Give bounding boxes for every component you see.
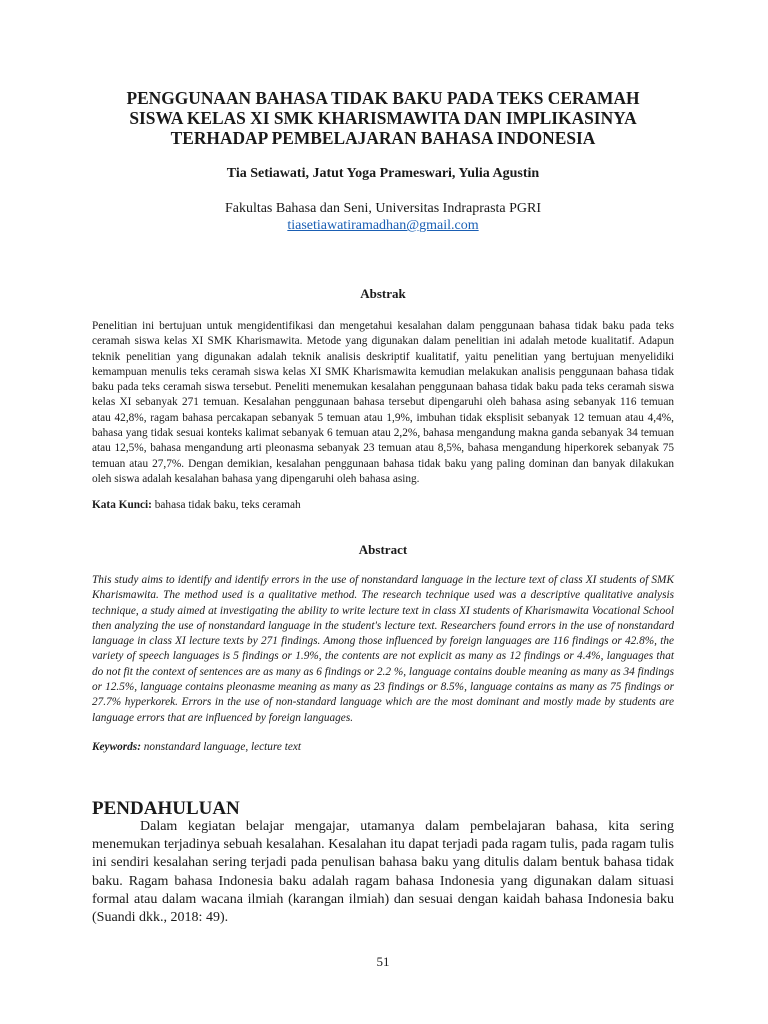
keywords-label: Keywords:	[92, 741, 141, 753]
title-line-2: SISWA KELAS XI SMK KHARISMAWITA DAN IMPLIKASINYA	[129, 108, 637, 128]
email-link[interactable]: tiasetiawatiramadhan@gmail.com	[287, 218, 479, 233]
abstrak-heading: Abstrak	[360, 286, 406, 301]
affiliation: Fakultas Bahasa dan Seni, Universitas Indraprasta PGRI	[224, 201, 542, 216]
kata-kunci-text: bahasa tidak baku, teks ceramah	[151, 499, 301, 511]
paper-title	[92, 88, 674, 148]
abstract-heading: Abstract	[358, 542, 408, 557]
abstrak-body: Penelitian ini bertujuan untuk mengidentifikasi dan mengetahui kesalahan dalam penggunaan bahasa tidak baku pada teks ceramah siswa kelas XI SMK Kharismawita. Metode yang digunakan dalam penelitian ini adalah metode kualitatif. Adapun teknik penelitian yang digunakan adalah teknik analisis deskriptif kualitatif, yaitu penelitian yang bertujuan menyelidiki kemampuan menulis teks ceramah siswa kelas XI SMK Kharismawita kemudian melakukan analisis penggunaan bahasa tidak baku pada teks ceramah siswa tersebut. Peneliti menemukan kesalahan penggunaan bahasa tidak baku pada teks ceramah siswa kelas XI sebanyak 271 temuan. Kesalahan penggunaan bahasa tersebut dipengaruhi oleh bahasa asing sebanyak 116 temuan atau 42,8%, ragam bahasa percakapan sebanyak 5 temuan atau 1,9%, imbuhan tidak eksplisit sebanyak 12 temuan atau 4,4%, bahasa yang tidak sesuai konteks kalimat sebanyak 6 temuan atau 2,2%, bahasa mengandung makna ganda sebanyak 34 temuan atau 12,5%, bahasa mengandung arti pleonasma sebanyak 23 temuan atau 8,5%, bahasa mengandung hiperkorek sebanyak 75 temuan atau 27,7%. Dengan demikian, kesalahan penggunaan bahasa tidak baku yang paling dominan dan banyak dilakukan oleh siswa adalah kesalahan bahasa yang dipengaruhi oleh bahasa asing.	[92, 320, 674, 485]
kata-kunci-label: Kata Kunci:	[92, 499, 152, 511]
author-list: Tia Setiawati, Jatut Yoga Prameswari, Yulia Agustin	[226, 166, 540, 181]
intro-paragraph: Dalam kegiatan belajar mengajar, utamanya dalam pembelajaran bahasa, kita sering menemukan terjadinya sebuah kesalahan. Kesalahan itu dapat terjadi pada ragam tulis, pada ragam tulis ini sendiri kesalahan sering terjadi pada penulisan bahasa baku yang ditulis dalam bentuk bahasa tidak baku. Ragam bahasa Indonesia baku adalah ragam bahasa Indonesia yang digunakan dalam situasi formal atau dalam wacana ilmiah (karangan ilmiah) dan sesuai dengan kaidah bahasa Indonesia baku (Suandi dkk., 2018: 49).	[92, 819, 674, 926]
title-line-3: TERHADAP PEMBELAJARAN BAHASA INDONESIA	[170, 128, 596, 148]
keywords	[92, 741, 674, 753]
kata-kunci	[92, 499, 674, 511]
section-heading: PENDAHULUAN	[92, 798, 240, 819]
affiliation-block	[92, 200, 674, 234]
title-line-1: PENGGUNAAN BAHASA TIDAK BAKU PADA TEKS CERAMAH	[126, 88, 640, 108]
page-number: 51	[376, 954, 390, 969]
keywords-text: nonstandard language, lecture text	[140, 741, 302, 753]
abstract-body: This study aims to identify and identify errors in the use of nonstandard language in the lecture text of class XI students of SMK Kharismawita. The method used is a qualitative method. The research technique used was a descriptive qualitative analysis technique, a study aimed at investigating the ability to write lecture text in class XI students of Kharismawita Vocational School then analyzing the use of nonstandard language in the student's lecture text. Researchers found errors in the use of nonstandard language in class XI lecture texts by 271 findings. Among those influenced by foreign languages are 116 findings or 42.8%, the variety of speech languages is 5 findings or 1.9%, the contents are not explicit as many as 12 findings or 4.4%, languages that do not fit the context of sentences are as many as 6 findings or 2.2 %, language contains double meaning as many as 34 findings or 12.5%, language contains pleonasme meaning as many as 23 findings or 8.5%, language contains as many as 75 findings or 27.7% hyperkorek. Errors in the use of non-standard language which are the most dominant and mostly made by students are language errors that are influenced by foreign languages.	[92, 574, 674, 724]
